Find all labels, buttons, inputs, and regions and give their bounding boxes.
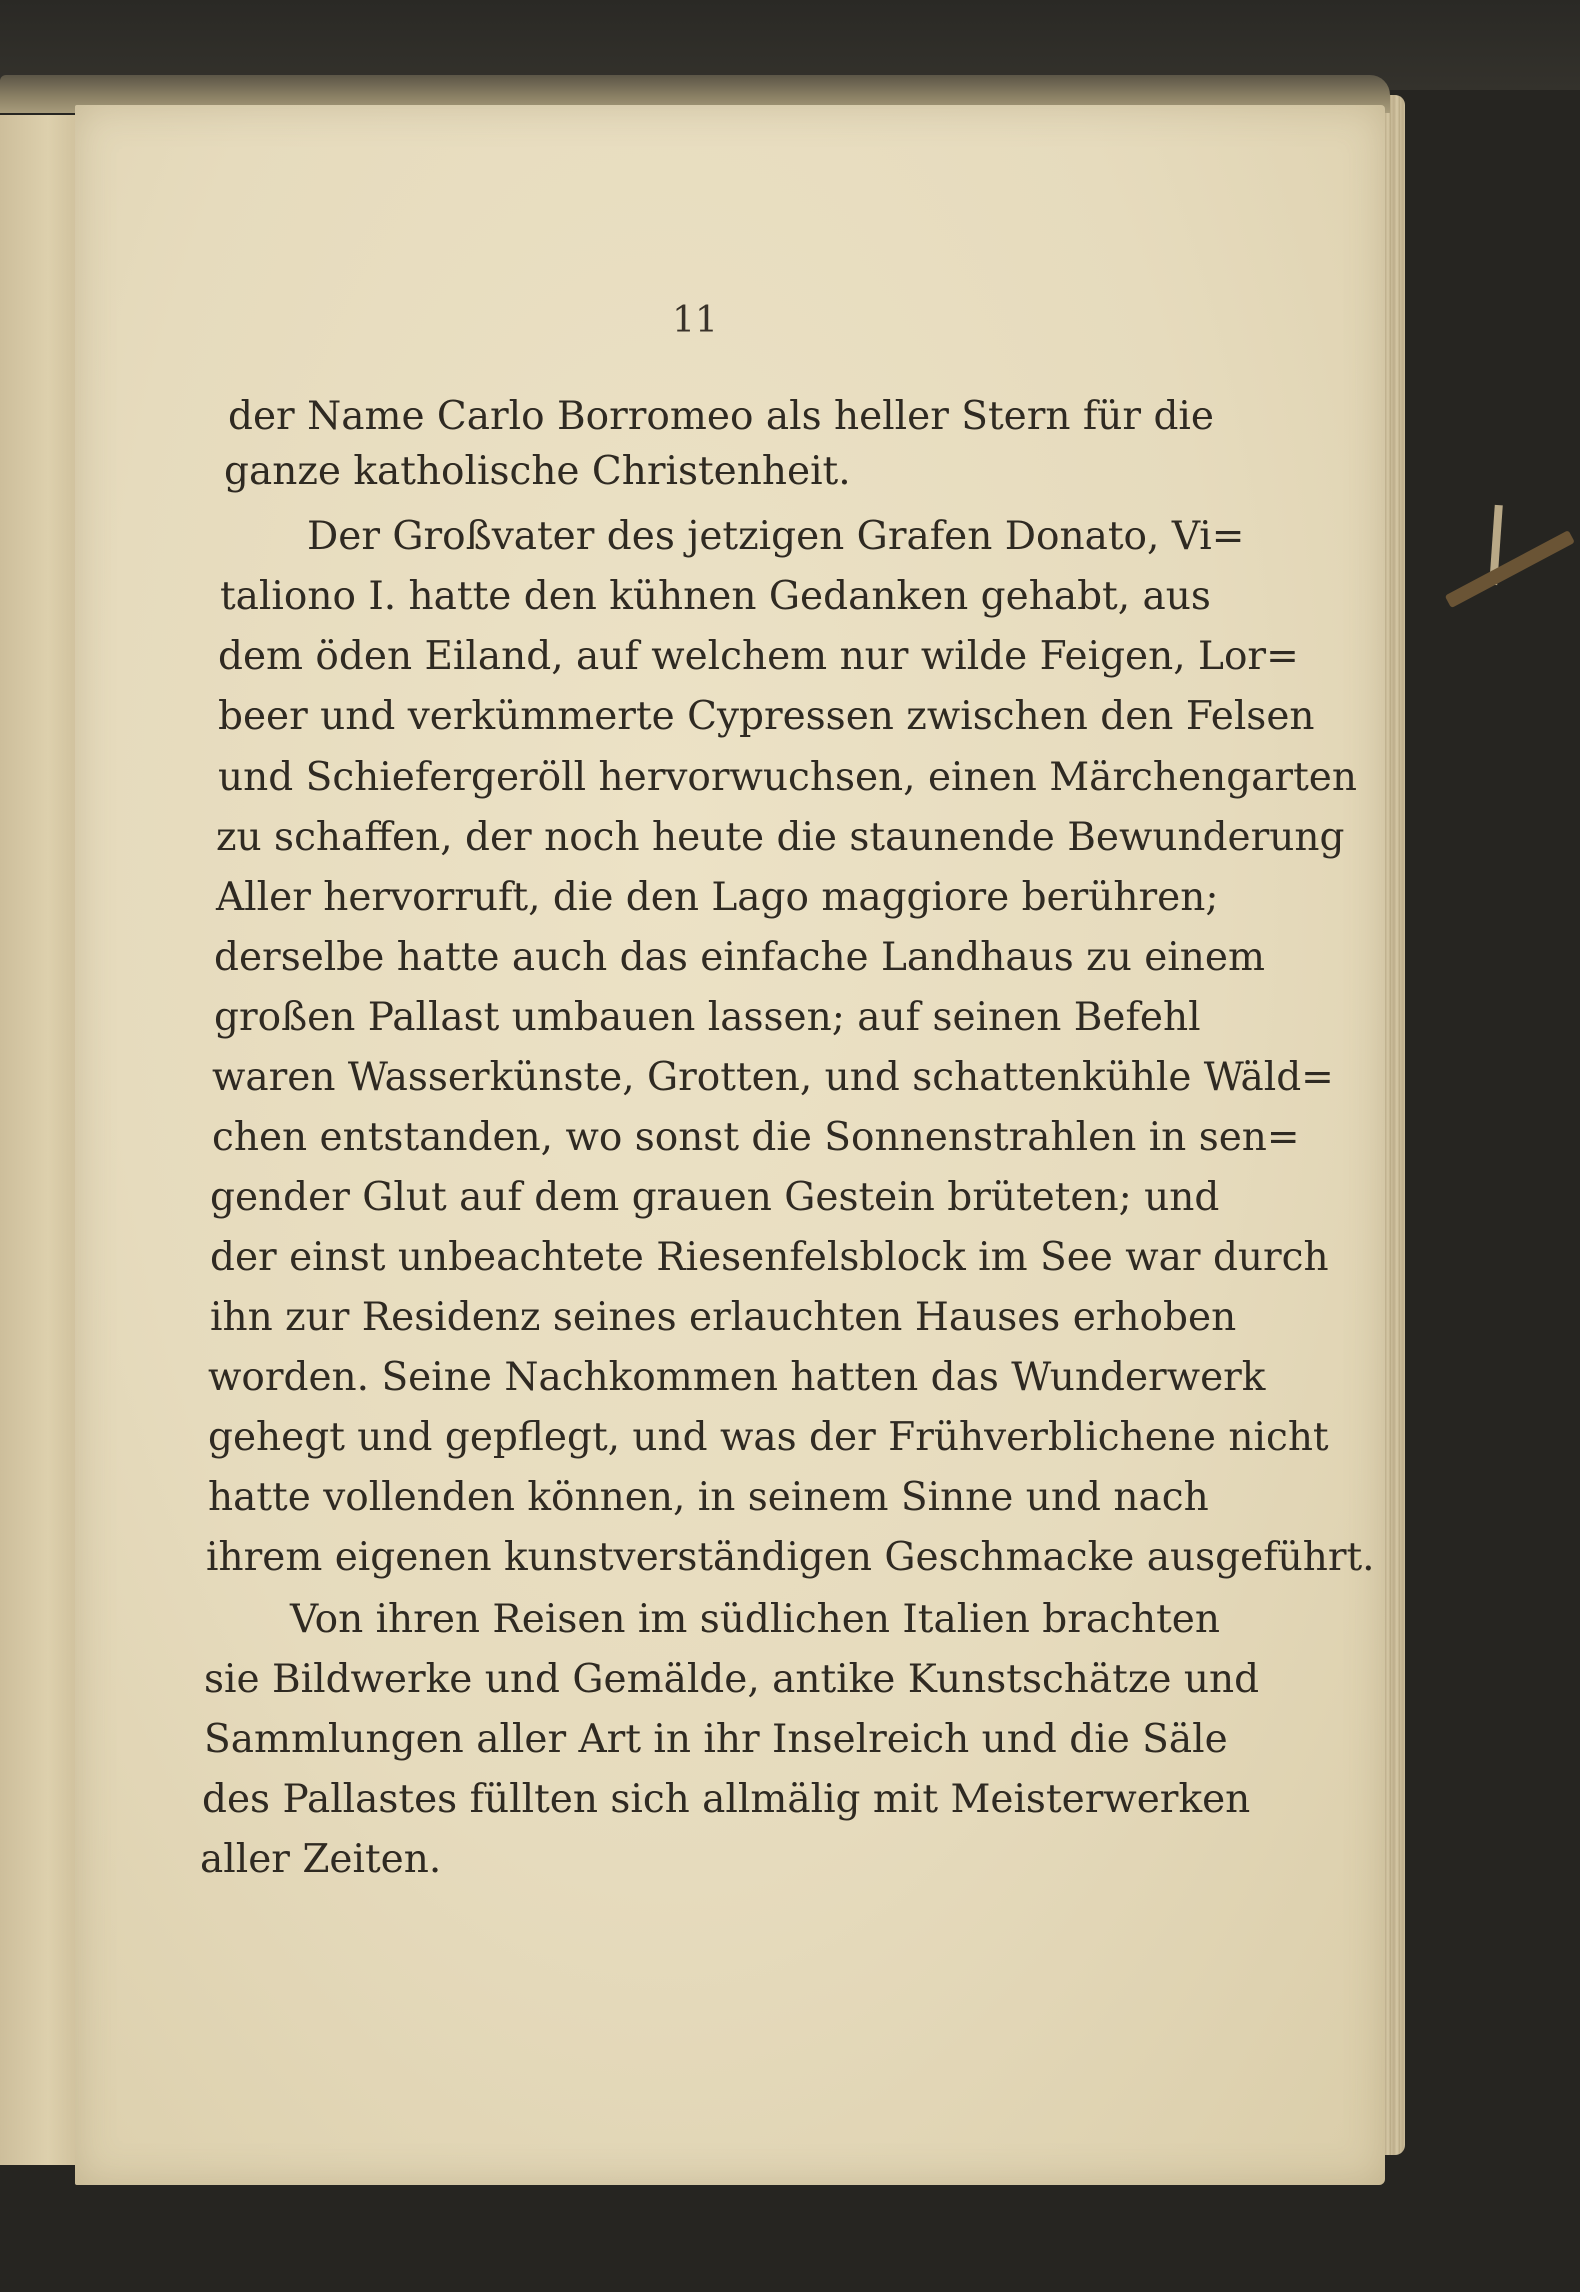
text-line: gehegt und gepflegt, und was der Frühverblichene nicht <box>208 1415 1329 1460</box>
text-line: zu schaffen, der noch heute die staunende Bewunderung <box>216 815 1345 860</box>
page-number: 11 <box>672 300 718 341</box>
text-line: sie Bildwerke und Gemälde, antike Kunstschätze und <box>204 1657 1260 1702</box>
text-line: worden. Seine Nachkommen hatten das Wunderwerk <box>208 1355 1266 1400</box>
text-line: des Pallastes füllten sich allmälig mit Meisterwerken <box>202 1777 1251 1822</box>
text-line: Sammlungen aller Art in ihr Inselreich und die Säle <box>204 1717 1228 1762</box>
text-line: gender Glut auf dem grauen Gestein brüteten; und <box>210 1175 1220 1220</box>
text-line: ganze katholische Christenheit. <box>224 449 851 494</box>
text-line: ihrem eigenen kunstverständigen Geschmacke ausgeführt. <box>206 1535 1375 1580</box>
text-line: Aller hervorruft, die den Lago maggiore berühren; <box>216 875 1219 920</box>
text-line: der Name Carlo Borromeo als heller Stern für die <box>228 394 1214 439</box>
text-line: hatte vollenden können, in seinem Sinne und nach <box>208 1475 1209 1520</box>
text-line: taliono I. hatte den kühnen Gedanken gehabt, aus <box>220 574 1211 619</box>
text-line: chen entstanden, wo sonst die Sonnenstrahlen in sen= <box>212 1115 1300 1160</box>
text-line: und Schiefergeröll hervorwuchsen, einen Märchengarten <box>218 755 1357 800</box>
text-line: ihn zur Residenz seines erlauchten Hauses erhoben <box>210 1295 1237 1340</box>
text-line: waren Wasserkünste, Grotten, und schattenkühle Wäld= <box>212 1055 1334 1100</box>
text-line: Von ihren Reisen im südlichen Italien brachten <box>290 1597 1220 1642</box>
text-line: derselbe hatte auch das einfache Landhaus zu einem <box>214 935 1265 980</box>
text-line: Der Großvater des jetzigen Grafen Donato, Vi= <box>307 514 1245 559</box>
text-line: der einst unbeachtete Riesenfelsblock im See war durch <box>210 1235 1329 1280</box>
text-line: dem öden Eiland, auf welchem nur wilde Feigen, Lor= <box>218 634 1299 679</box>
text-line: großen Pallast umbauen lassen; auf seinen Befehl <box>214 995 1201 1040</box>
text-line: beer und verkümmerte Cypressen zwischen den Felsen <box>218 694 1315 739</box>
text-line: aller Zeiten. <box>200 1837 442 1882</box>
